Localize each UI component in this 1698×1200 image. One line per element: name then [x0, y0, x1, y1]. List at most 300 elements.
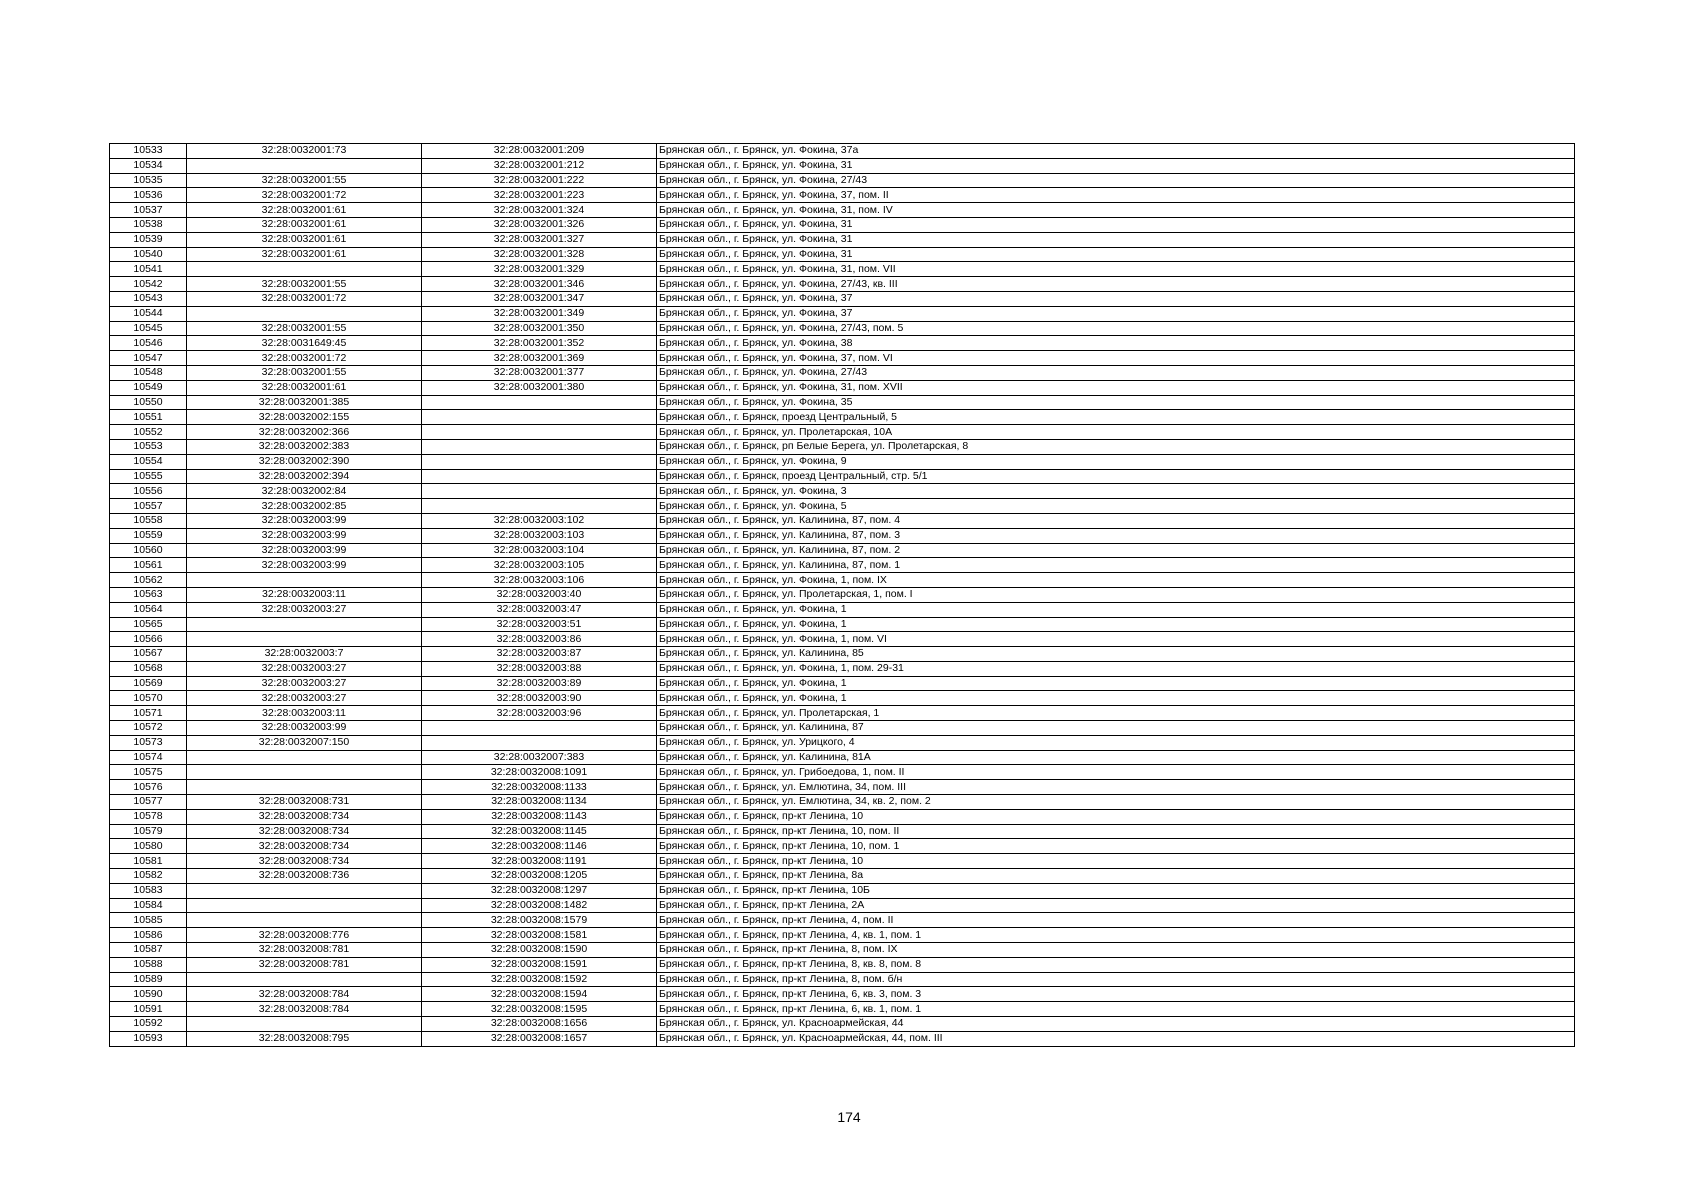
address-cell: Брянская обл., г. Брянск, ул. Фокина, 31: [657, 217, 1575, 232]
table-row: [110, 957, 1575, 972]
cadastral-number-cell: [422, 410, 657, 425]
row-number-cell: 10558: [110, 513, 187, 528]
row-number-cell: 10565: [110, 617, 187, 632]
cadastral-number-cell: [422, 484, 657, 499]
table-row: [110, 513, 1575, 528]
address-cell: Брянская обл., г. Брянск, проезд Центральный, 5: [657, 410, 1575, 425]
row-number-cell: 10543: [110, 291, 187, 306]
table-row: [110, 484, 1575, 499]
row-number-cell: 10574: [110, 750, 187, 765]
row-number-cell: 10591: [110, 1002, 187, 1017]
address-cell: Брянская обл., г. Брянск, ул. Фокина, 31: [657, 247, 1575, 262]
parent-cadastral-number-cell: 32:28:0032003:99: [187, 543, 422, 558]
table-row: [110, 262, 1575, 277]
row-number-cell: 10589: [110, 972, 187, 987]
cadastral-number-cell: 32:28:0032003:89: [422, 676, 657, 691]
address-cell: Брянская обл., г. Брянск, ул. Калинина, 81А: [657, 750, 1575, 765]
table-row: [110, 173, 1575, 188]
cadastral-number-cell: 32:28:0032008:1297: [422, 883, 657, 898]
table-row: [110, 883, 1575, 898]
row-number-cell: 10534: [110, 158, 187, 173]
address-cell: Брянская обл., г. Брянск, ул. Фокина, 37: [657, 291, 1575, 306]
table-row: [110, 1017, 1575, 1032]
row-number-cell: 10590: [110, 987, 187, 1002]
cadastral-number-cell: 32:28:0032001:326: [422, 217, 657, 232]
cadastral-number-cell: 32:28:0032007:383: [422, 750, 657, 765]
table-row: [110, 395, 1575, 410]
cadastral-number-cell: 32:28:0032001:380: [422, 380, 657, 395]
address-cell: Брянская обл., г. Брянск, пр-кт Ленина, 10: [657, 809, 1575, 824]
row-number-cell: 10555: [110, 469, 187, 484]
parent-cadastral-number-cell: [187, 898, 422, 913]
parent-cadastral-number-cell: 32:28:0032001:55: [187, 173, 422, 188]
row-number-cell: 10553: [110, 439, 187, 454]
table-row: [110, 425, 1575, 440]
parent-cadastral-number-cell: 32:28:0032002:390: [187, 454, 422, 469]
table-row: [110, 188, 1575, 203]
cadastral-number-cell: 32:28:0032003:86: [422, 632, 657, 647]
cadastral-number-cell: [422, 395, 657, 410]
address-cell: Брянская обл., г. Брянск, ул. Пролетарская, 1, пом. I: [657, 587, 1575, 602]
address-cell: Брянская обл., г. Брянск, ул. Красноармейская, 44: [657, 1017, 1575, 1032]
address-cell: Брянская обл., г. Брянск, пр-кт Ленина, 10, пом. II: [657, 824, 1575, 839]
address-cell: Брянская обл., г. Брянск, ул. Фокина, 31, пом. VII: [657, 262, 1575, 277]
parent-cadastral-number-cell: 32:28:0032003:11: [187, 587, 422, 602]
parent-cadastral-number-cell: 32:28:0032001:73: [187, 144, 422, 159]
cadastral-number-cell: 32:28:0032008:1581: [422, 928, 657, 943]
cadastral-number-cell: 32:28:0032001:377: [422, 365, 657, 380]
cadastral-number-cell: 32:28:0032001:349: [422, 306, 657, 321]
address-cell: Брянская обл., г. Брянск, ул. Фокина, 27/43, пом. 5: [657, 321, 1575, 336]
address-cell: Брянская обл., г. Брянск, пр-кт Ленина, 8, пом. б/н: [657, 972, 1575, 987]
row-number-cell: 10592: [110, 1017, 187, 1032]
cadastral-number-cell: 32:28:0032008:1143: [422, 809, 657, 824]
parent-cadastral-number-cell: 32:28:0032001:72: [187, 351, 422, 366]
cadastral-number-cell: 32:28:0032008:1592: [422, 972, 657, 987]
parent-cadastral-number-cell: 32:28:0032001:61: [187, 380, 422, 395]
row-number-cell: 10563: [110, 587, 187, 602]
parent-cadastral-number-cell: 32:28:0032001:61: [187, 203, 422, 218]
cadastral-number-cell: 32:28:0032001:209: [422, 144, 657, 159]
parent-cadastral-number-cell: 32:28:0032008:734: [187, 809, 422, 824]
parent-cadastral-number-cell: 32:28:0032001:72: [187, 291, 422, 306]
parent-cadastral-number-cell: 32:28:0032008:784: [187, 987, 422, 1002]
cadastral-number-cell: 32:28:0032008:1579: [422, 913, 657, 928]
table-row: [110, 1002, 1575, 1017]
address-cell: Брянская обл., г. Брянск, ул. Фокина, 1, пом. VI: [657, 632, 1575, 647]
table-row: [110, 247, 1575, 262]
table-row: [110, 839, 1575, 854]
table-row: [110, 913, 1575, 928]
parent-cadastral-number-cell: 32:28:0032008:795: [187, 1031, 422, 1046]
table-row: [110, 972, 1575, 987]
row-number-cell: 10573: [110, 735, 187, 750]
parent-cadastral-number-cell: 32:28:0032003:99: [187, 721, 422, 736]
table-row: [110, 943, 1575, 958]
address-cell: Брянская обл., г. Брянск, пр-кт Ленина, 4, кв. 1, пом. 1: [657, 928, 1575, 943]
cadastral-number-cell: 32:28:0032008:1591: [422, 957, 657, 972]
cadastral-number-cell: 32:28:0032008:1091: [422, 765, 657, 780]
address-cell: Брянская обл., г. Брянск, ул. Фокина, 27/43: [657, 173, 1575, 188]
parent-cadastral-number-cell: 32:28:0032008:731: [187, 795, 422, 810]
parent-cadastral-number-cell: 32:28:0032001:61: [187, 217, 422, 232]
parent-cadastral-number-cell: [187, 750, 422, 765]
table-row: [110, 676, 1575, 691]
table-row: [110, 706, 1575, 721]
address-cell: Брянская обл., г. Брянск, ул. Фокина, 1: [657, 676, 1575, 691]
row-number-cell: 10564: [110, 602, 187, 617]
parent-cadastral-number-cell: 32:28:0032003:27: [187, 661, 422, 676]
parent-cadastral-number-cell: 32:28:0032003:7: [187, 647, 422, 662]
parent-cadastral-number-cell: 32:28:0032008:734: [187, 839, 422, 854]
cadastral-number-cell: 32:28:0032008:1191: [422, 854, 657, 869]
cadastral-number-cell: 32:28:0032003:87: [422, 647, 657, 662]
page-number: 174: [837, 1109, 861, 1125]
row-number-cell: 10577: [110, 795, 187, 810]
table-row: [110, 351, 1575, 366]
cadastral-number-cell: 32:28:0032008:1657: [422, 1031, 657, 1046]
address-cell: Брянская обл., г. Брянск, ул. Фокина, 1: [657, 617, 1575, 632]
table-row: [110, 306, 1575, 321]
cadastral-number-cell: 32:28:0032008:1133: [422, 780, 657, 795]
row-number-cell: 10535: [110, 173, 187, 188]
table-row: [110, 380, 1575, 395]
table-row: [110, 1031, 1575, 1046]
row-number-cell: 10584: [110, 898, 187, 913]
cadastral-number-cell: 32:28:0032001:329: [422, 262, 657, 277]
parent-cadastral-number-cell: 32:28:0032003:99: [187, 528, 422, 543]
table-row: [110, 469, 1575, 484]
table-row: [110, 898, 1575, 913]
address-cell: Брянская обл., г. Брянск, проезд Центральный, стр. 5/1: [657, 469, 1575, 484]
cadastral-number-cell: [422, 454, 657, 469]
row-number-cell: 10575: [110, 765, 187, 780]
table-row: [110, 765, 1575, 780]
row-number-cell: 10586: [110, 928, 187, 943]
parent-cadastral-number-cell: [187, 1017, 422, 1032]
address-cell: Брянская обл., г. Брянск, ул. Фокина, 27/43: [657, 365, 1575, 380]
table-row: [110, 691, 1575, 706]
cadastral-number-cell: 32:28:0032008:1595: [422, 1002, 657, 1017]
cadastral-number-cell: 32:28:0032003:103: [422, 528, 657, 543]
parent-cadastral-number-cell: [187, 913, 422, 928]
cadastral-number-cell: 32:28:0032008:1482: [422, 898, 657, 913]
table-row: [110, 750, 1575, 765]
parent-cadastral-number-cell: 32:28:0032007:150: [187, 735, 422, 750]
cadastral-number-cell: 32:28:0032001:324: [422, 203, 657, 218]
parent-cadastral-number-cell: 32:28:0032008:781: [187, 943, 422, 958]
table-row: [110, 277, 1575, 292]
cadastral-number-cell: 32:28:0032001:369: [422, 351, 657, 366]
row-number-cell: 10548: [110, 365, 187, 380]
address-cell: Брянская обл., г. Брянск, пр-кт Ленина, 2А: [657, 898, 1575, 913]
cadastral-number-cell: 32:28:0032003:96: [422, 706, 657, 721]
address-cell: Брянская обл., г. Брянск, пр-кт Ленина, 6, кв. 1, пом. 1: [657, 1002, 1575, 1017]
table-row: [110, 217, 1575, 232]
parent-cadastral-number-cell: [187, 262, 422, 277]
cadastral-number-cell: 32:28:0032001:347: [422, 291, 657, 306]
parent-cadastral-number-cell: 32:28:0032001:385: [187, 395, 422, 410]
row-number-cell: 10568: [110, 661, 187, 676]
row-number-cell: 10588: [110, 957, 187, 972]
address-cell: Брянская обл., г. Брянск, ул. Фокина, 1: [657, 691, 1575, 706]
address-cell: Брянская обл., г. Брянск, ул. Калинина, 87, пом. 2: [657, 543, 1575, 558]
address-cell: Брянская обл., г. Брянск, пр-кт Ленина, 8, кв. 8, пом. 8: [657, 957, 1575, 972]
address-cell: Брянская обл., г. Брянск, ул. Калинина, 87: [657, 721, 1575, 736]
row-number-cell: 10536: [110, 188, 187, 203]
parent-cadastral-number-cell: [187, 158, 422, 173]
parent-cadastral-number-cell: [187, 617, 422, 632]
address-cell: Брянская обл., г. Брянск, ул. Фокина, 31: [657, 158, 1575, 173]
cadastral-number-cell: 32:28:0032001:350: [422, 321, 657, 336]
parent-cadastral-number-cell: [187, 632, 422, 647]
cadastral-number-cell: [422, 721, 657, 736]
table-row: [110, 854, 1575, 869]
parent-cadastral-number-cell: 32:28:0032008:734: [187, 824, 422, 839]
row-number-cell: 10552: [110, 425, 187, 440]
table-row: [110, 439, 1575, 454]
row-number-cell: 10550: [110, 395, 187, 410]
parent-cadastral-number-cell: 32:28:0032008:781: [187, 957, 422, 972]
parent-cadastral-number-cell: 32:28:0032001:55: [187, 321, 422, 336]
row-number-cell: 10537: [110, 203, 187, 218]
address-cell: Брянская обл., г. Брянск, пр-кт Ленина, 10: [657, 854, 1575, 869]
table-row: [110, 602, 1575, 617]
table-row: [110, 632, 1575, 647]
row-number-cell: 10580: [110, 839, 187, 854]
address-cell: Брянская обл., г. Брянск, пр-кт Ленина, 10Б: [657, 883, 1575, 898]
address-cell: Брянская обл., г. Брянск, ул. Фокина, 31: [657, 232, 1575, 247]
parent-cadastral-number-cell: 32:28:0032001:72: [187, 188, 422, 203]
cadastral-number-cell: 32:28:0032008:1590: [422, 943, 657, 958]
cadastral-number-cell: 32:28:0032001:223: [422, 188, 657, 203]
parent-cadastral-number-cell: 32:28:0032003:27: [187, 676, 422, 691]
row-number-cell: 10587: [110, 943, 187, 958]
parent-cadastral-number-cell: 32:28:0032002:155: [187, 410, 422, 425]
table-row: [110, 587, 1575, 602]
cadastral-number-cell: 32:28:0032008:1594: [422, 987, 657, 1002]
address-cell: Брянская обл., г. Брянск, ул. Фокина, 37: [657, 306, 1575, 321]
table-row: [110, 721, 1575, 736]
address-cell: Брянская обл., г. Брянск, ул. Емлютина, 34, кв. 2, пом. 2: [657, 795, 1575, 810]
address-cell: Брянская обл., г. Брянск, пр-кт Ленина, 4, пом. II: [657, 913, 1575, 928]
address-cell: Брянская обл., г. Брянск, пр-кт Ленина, 6, кв. 3, пом. 3: [657, 987, 1575, 1002]
table-row: [110, 617, 1575, 632]
row-number-cell: 10540: [110, 247, 187, 262]
row-number-cell: 10579: [110, 824, 187, 839]
address-cell: Брянская обл., г. Брянск, ул. Емлютина, 34, пом. III: [657, 780, 1575, 795]
table-row: [110, 528, 1575, 543]
cadastral-number-cell: 32:28:0032001:212: [422, 158, 657, 173]
address-cell: Брянская обл., г. Брянск, ул. Фокина, 9: [657, 454, 1575, 469]
address-cell: Брянская обл., г. Брянск, ул. Фокина, 3: [657, 484, 1575, 499]
parent-cadastral-number-cell: 32:28:0032003:99: [187, 513, 422, 528]
row-number-cell: 10569: [110, 676, 187, 691]
table-row: [110, 928, 1575, 943]
cadastral-number-cell: 32:28:0032001:346: [422, 277, 657, 292]
parent-cadastral-number-cell: [187, 306, 422, 321]
row-number-cell: 10572: [110, 721, 187, 736]
parent-cadastral-number-cell: 32:28:0032002:383: [187, 439, 422, 454]
parent-cadastral-number-cell: 32:28:0032008:784: [187, 1002, 422, 1017]
parent-cadastral-number-cell: 32:28:0032003:27: [187, 602, 422, 617]
parent-cadastral-number-cell: 32:28:0032003:27: [187, 691, 422, 706]
address-cell: Брянская обл., г. Брянск, ул. Пролетарская, 1: [657, 706, 1575, 721]
row-number-cell: 10583: [110, 883, 187, 898]
parent-cadastral-number-cell: 32:28:0032002:85: [187, 499, 422, 514]
table-row: [110, 869, 1575, 884]
parent-cadastral-number-cell: 32:28:0032001:61: [187, 232, 422, 247]
table-row: [110, 291, 1575, 306]
table-row: [110, 543, 1575, 558]
registry-table: [109, 143, 1575, 1047]
cadastral-number-cell: [422, 425, 657, 440]
table-row: [110, 795, 1575, 810]
table-row: [110, 321, 1575, 336]
table-row: [110, 558, 1575, 573]
parent-cadastral-number-cell: 32:28:0031649:45: [187, 336, 422, 351]
address-cell: Брянская обл., г. Брянск, пр-кт Ленина, 8а: [657, 869, 1575, 884]
row-number-cell: 10549: [110, 380, 187, 395]
cadastral-number-cell: 32:28:0032003:102: [422, 513, 657, 528]
row-number-cell: 10538: [110, 217, 187, 232]
parent-cadastral-number-cell: [187, 780, 422, 795]
address-cell: Брянская обл., г. Брянск, ул. Фокина, 1, пом. IX: [657, 573, 1575, 588]
parent-cadastral-number-cell: 32:28:0032008:776: [187, 928, 422, 943]
table-row: [110, 499, 1575, 514]
parent-cadastral-number-cell: 32:28:0032008:734: [187, 854, 422, 869]
row-number-cell: 10546: [110, 336, 187, 351]
row-number-cell: 10571: [110, 706, 187, 721]
row-number-cell: 10578: [110, 809, 187, 824]
row-number-cell: 10533: [110, 144, 187, 159]
address-cell: Брянская обл., г. Брянск, пр-кт Ленина, 8, пом. IX: [657, 943, 1575, 958]
row-number-cell: 10557: [110, 499, 187, 514]
address-cell: Брянская обл., г. Брянск, ул. Фокина, 31, пом. IV: [657, 203, 1575, 218]
address-cell: Брянская обл., г. Брянск, ул. Пролетарская, 10А: [657, 425, 1575, 440]
cadastral-number-cell: [422, 469, 657, 484]
row-number-cell: 10581: [110, 854, 187, 869]
address-cell: Брянская обл., г. Брянск, ул. Фокина, 37, пом. VI: [657, 351, 1575, 366]
row-number-cell: 10560: [110, 543, 187, 558]
cadastral-number-cell: [422, 735, 657, 750]
parent-cadastral-number-cell: [187, 573, 422, 588]
registry-table-body: [110, 144, 1575, 1047]
cadastral-number-cell: [422, 439, 657, 454]
address-cell: Брянская обл., г. Брянск, ул. Калинина, 87, пом. 4: [657, 513, 1575, 528]
cadastral-number-cell: 32:28:0032008:1146: [422, 839, 657, 854]
cadastral-number-cell: 32:28:0032003:51: [422, 617, 657, 632]
address-cell: Брянская обл., г. Брянск, ул. Фокина, 38: [657, 336, 1575, 351]
address-cell: Брянская обл., г. Брянск, ул. Калинина, 85: [657, 647, 1575, 662]
cadastral-number-cell: 32:28:0032001:328: [422, 247, 657, 262]
address-cell: Брянская обл., г. Брянск, пр-кт Ленина, 10, пом. 1: [657, 839, 1575, 854]
row-number-cell: 10544: [110, 306, 187, 321]
parent-cadastral-number-cell: 32:28:0032003:99: [187, 558, 422, 573]
cadastral-number-cell: 32:28:0032001:327: [422, 232, 657, 247]
table-row: [110, 987, 1575, 1002]
table-row: [110, 365, 1575, 380]
cadastral-number-cell: [422, 499, 657, 514]
row-number-cell: 10570: [110, 691, 187, 706]
parent-cadastral-number-cell: 32:28:0032002:84: [187, 484, 422, 499]
table-row: [110, 661, 1575, 676]
table-row: [110, 203, 1575, 218]
address-cell: Брянская обл., г. Брянск, ул. Фокина, 1, пом. 29-31: [657, 661, 1575, 676]
row-number-cell: 10545: [110, 321, 187, 336]
row-number-cell: 10562: [110, 573, 187, 588]
cadastral-number-cell: 32:28:0032003:40: [422, 587, 657, 602]
row-number-cell: 10551: [110, 410, 187, 425]
row-number-cell: 10539: [110, 232, 187, 247]
address-cell: Брянская обл., г. Брянск, ул. Урицкого, 4: [657, 735, 1575, 750]
cadastral-number-cell: 32:28:0032008:1134: [422, 795, 657, 810]
cadastral-number-cell: 32:28:0032008:1205: [422, 869, 657, 884]
row-number-cell: 10593: [110, 1031, 187, 1046]
parent-cadastral-number-cell: 32:28:0032001:61: [187, 247, 422, 262]
row-number-cell: 10585: [110, 913, 187, 928]
row-number-cell: 10576: [110, 780, 187, 795]
address-cell: Брянская обл., г. Брянск, ул. Фокина, 37а: [657, 144, 1575, 159]
row-number-cell: 10542: [110, 277, 187, 292]
row-number-cell: 10567: [110, 647, 187, 662]
cadastral-number-cell: 32:28:0032008:1145: [422, 824, 657, 839]
address-cell: Брянская обл., г. Брянск, ул. Фокина, 31, пом. XVII: [657, 380, 1575, 395]
cadastral-number-cell: 32:28:0032001:222: [422, 173, 657, 188]
address-cell: Брянская обл., г. Брянск, ул. Фокина, 27/43, кв. III: [657, 277, 1575, 292]
table-row: [110, 809, 1575, 824]
row-number-cell: 10556: [110, 484, 187, 499]
parent-cadastral-number-cell: [187, 972, 422, 987]
row-number-cell: 10541: [110, 262, 187, 277]
cadastral-number-cell: 32:28:0032003:104: [422, 543, 657, 558]
address-cell: Брянская обл., г. Брянск, ул. Фокина, 1: [657, 602, 1575, 617]
table-row: [110, 780, 1575, 795]
table-row: [110, 144, 1575, 159]
table-row: [110, 232, 1575, 247]
row-number-cell: 10561: [110, 558, 187, 573]
table-row: [110, 647, 1575, 662]
cadastral-number-cell: 32:28:0032003:88: [422, 661, 657, 676]
parent-cadastral-number-cell: 32:28:0032001:55: [187, 277, 422, 292]
table-row: [110, 573, 1575, 588]
table-row: [110, 158, 1575, 173]
table-row: [110, 824, 1575, 839]
row-number-cell: 10547: [110, 351, 187, 366]
table-row: [110, 735, 1575, 750]
address-cell: Брянская обл., г. Брянск, ул. Фокина, 37, пом. II: [657, 188, 1575, 203]
address-cell: Брянская обл., г. Брянск, ул. Грибоедова, 1, пом. II: [657, 765, 1575, 780]
parent-cadastral-number-cell: 32:28:0032001:55: [187, 365, 422, 380]
row-number-cell: 10566: [110, 632, 187, 647]
address-cell: Брянская обл., г. Брянск, ул. Калинина, 87, пом. 3: [657, 528, 1575, 543]
cadastral-number-cell: 32:28:0032003:90: [422, 691, 657, 706]
cadastral-number-cell: 32:28:0032001:352: [422, 336, 657, 351]
address-cell: Брянская обл., г. Брянск, ул. Калинина, 87, пом. 1: [657, 558, 1575, 573]
parent-cadastral-number-cell: 32:28:0032008:736: [187, 869, 422, 884]
parent-cadastral-number-cell: 32:28:0032003:11: [187, 706, 422, 721]
row-number-cell: 10554: [110, 454, 187, 469]
address-cell: Брянская обл., г. Брянск, ул. Красноармейская, 44, пом. III: [657, 1031, 1575, 1046]
table-row: [110, 454, 1575, 469]
address-cell: Брянская обл., г. Брянск, рп Белые Берега, ул. Пролетарская, 8: [657, 439, 1575, 454]
table-row: [110, 410, 1575, 425]
parent-cadastral-number-cell: 32:28:0032002:394: [187, 469, 422, 484]
parent-cadastral-number-cell: [187, 883, 422, 898]
parent-cadastral-number-cell: 32:28:0032002:366: [187, 425, 422, 440]
cadastral-number-cell: 32:28:0032003:105: [422, 558, 657, 573]
row-number-cell: 10559: [110, 528, 187, 543]
